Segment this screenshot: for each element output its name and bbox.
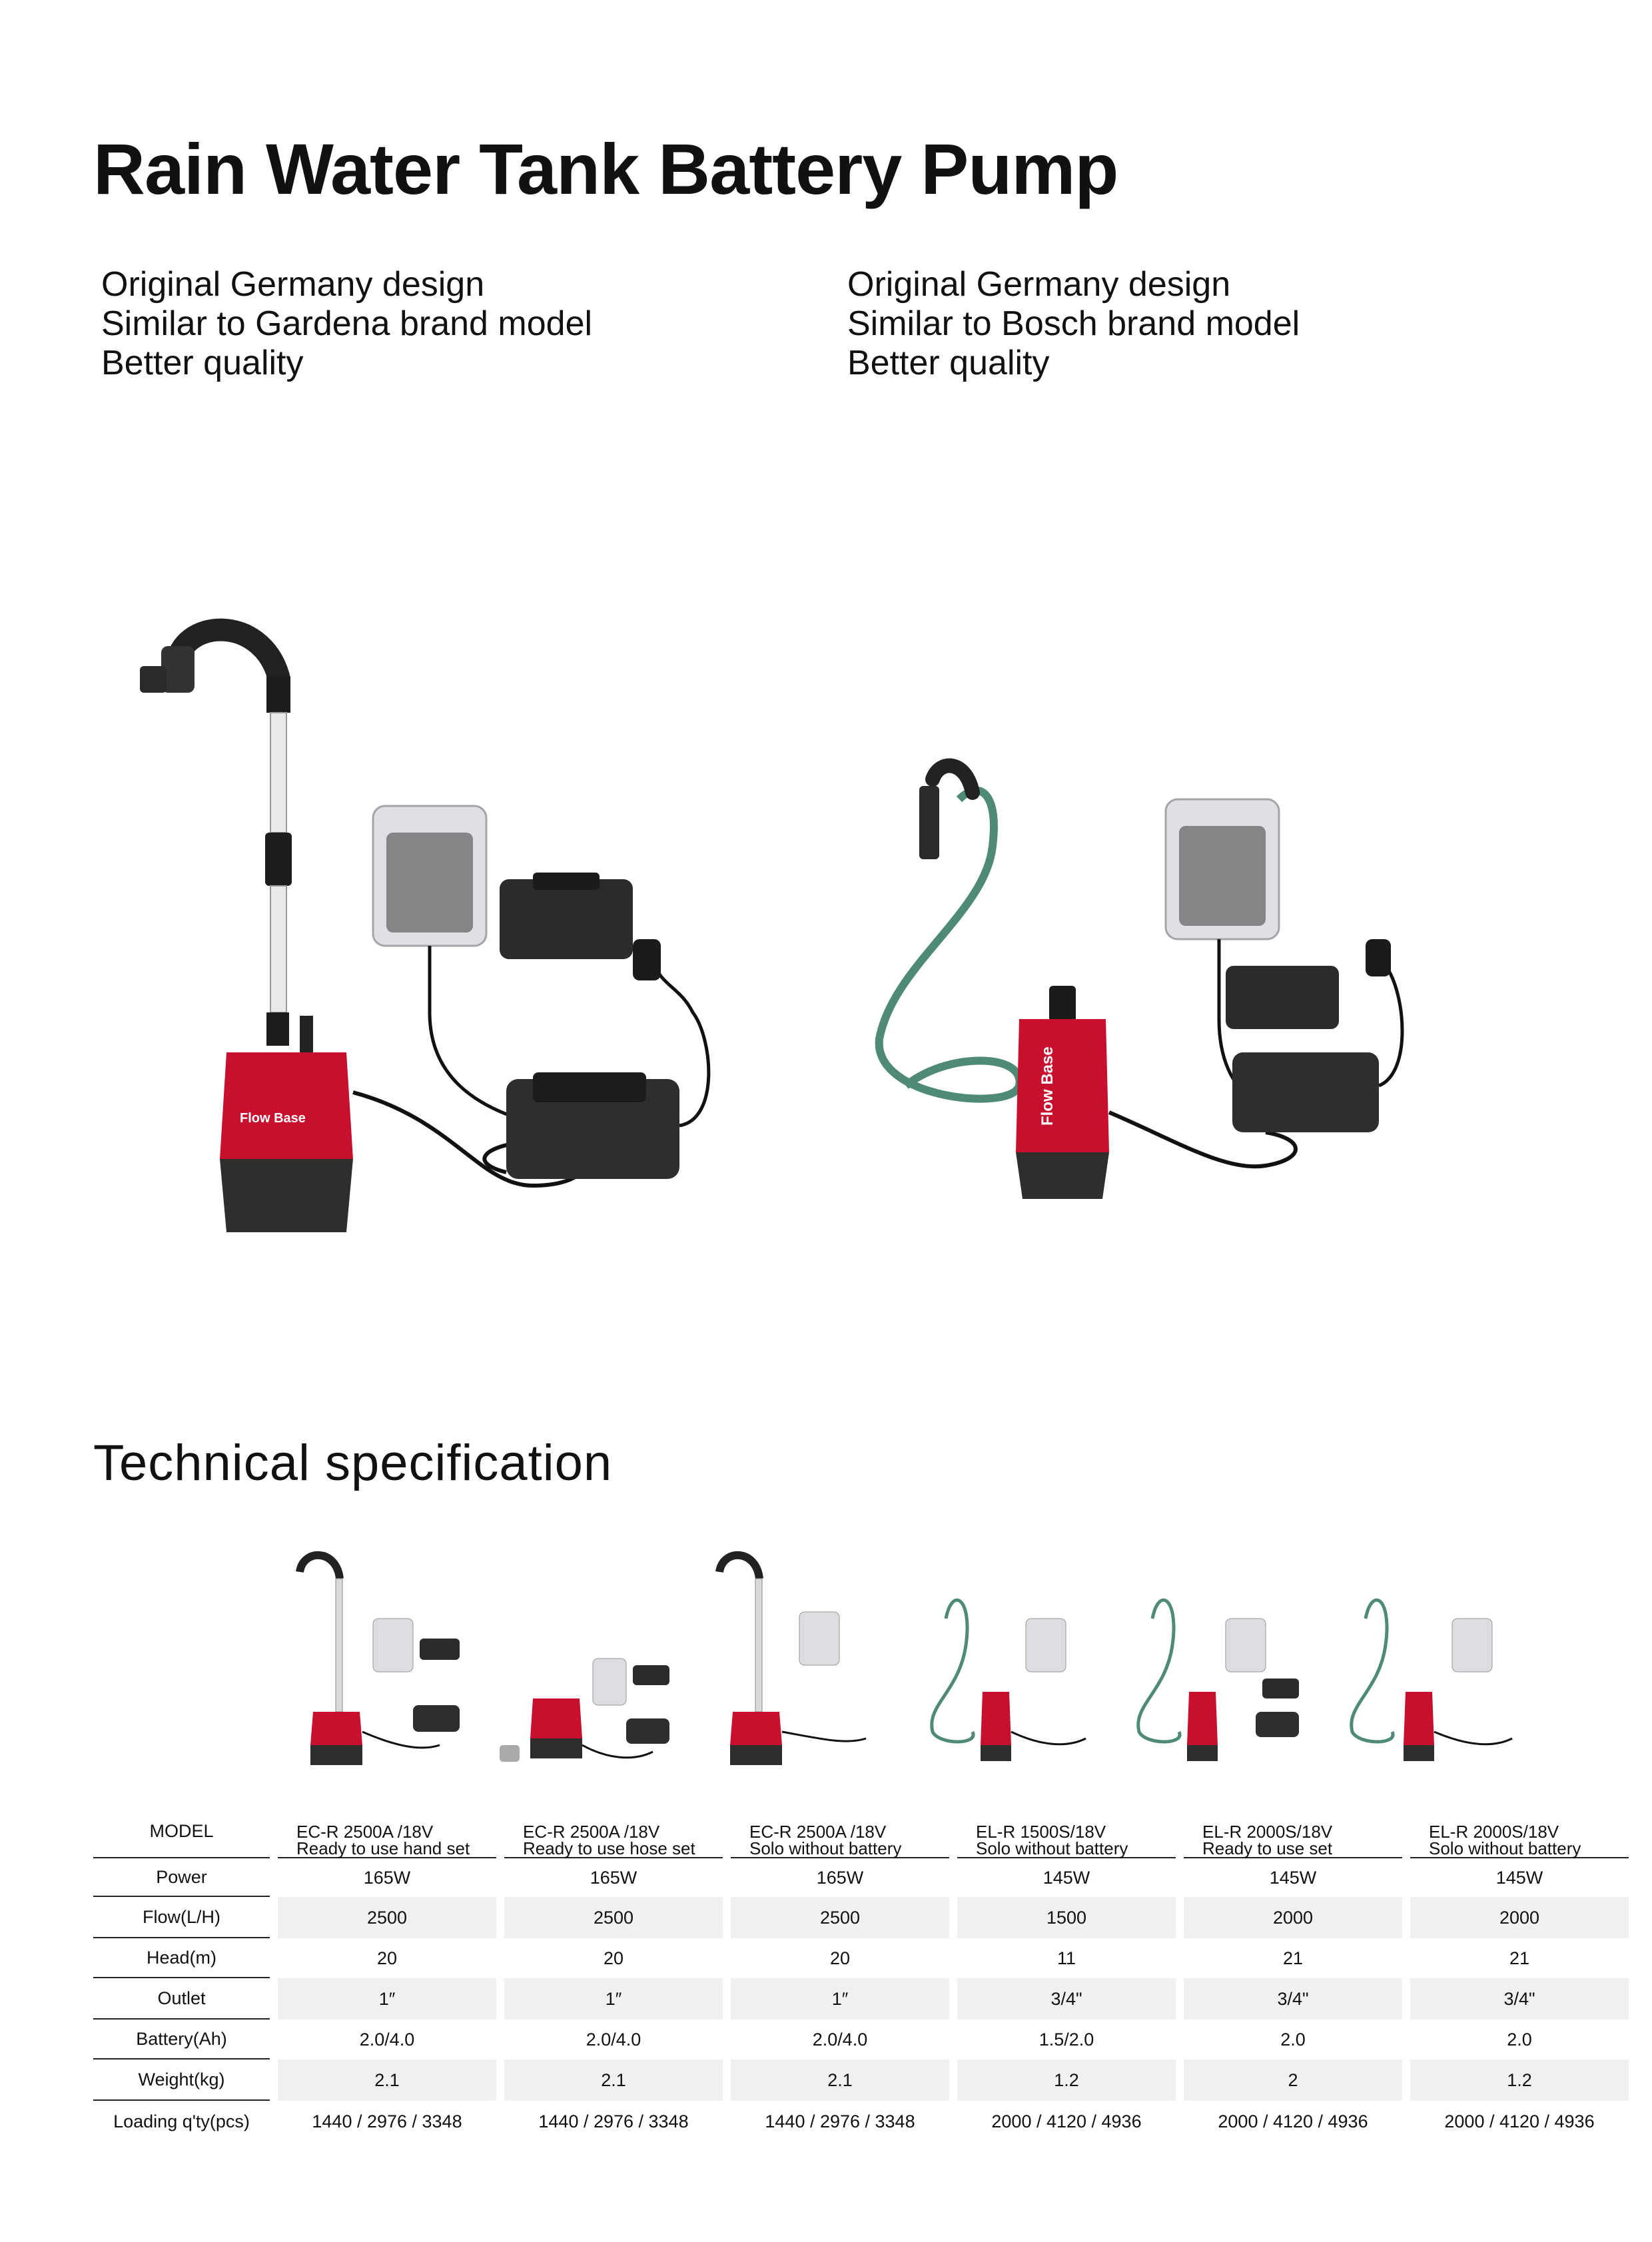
model-variant: Ready to use set: [1202, 1838, 1333, 1858]
pump-set-image-gardena: [107, 613, 773, 1252]
model-header-label: MODEL: [93, 1805, 270, 1858]
cell: 1500: [957, 1897, 1176, 1938]
model-thumbnail-5: [1126, 1545, 1319, 1772]
cell: 21: [1282, 1948, 1304, 1968]
brand-logo: Flow Base: [240, 1111, 306, 1126]
cell: 2.1: [731, 2059, 949, 2101]
row-label: Weight(kg): [93, 2059, 270, 2101]
cell: 2.1: [278, 2059, 496, 2101]
cell: 2500: [278, 1897, 496, 1938]
model-variant: Ready to use hand set: [296, 1838, 470, 1858]
model-name: EL-R 1500S/18V: [976, 1822, 1106, 1842]
spec-row-loading: [93, 2101, 1629, 2142]
cell: 11: [1056, 1948, 1076, 1968]
cell: 1440 / 2976 / 3348: [312, 2111, 462, 2131]
cell: 1440 / 2976 / 3348: [538, 2111, 689, 2131]
model-thumbnail-1: [273, 1545, 466, 1772]
model-thumbnail-3: [699, 1545, 893, 1772]
spec-row-weight: [93, 2059, 1629, 2101]
cell: 2000 / 4120 / 4936: [991, 2111, 1142, 2131]
spec-row-head: [93, 1938, 1629, 1978]
brand-logo: Flow Base: [1038, 1046, 1056, 1126]
model-variant: Solo without battery: [749, 1838, 902, 1858]
model-name: EC-R 2500A /18V: [296, 1822, 434, 1842]
description-gardena: [101, 265, 592, 383]
model-thumbnails: [273, 1545, 1559, 1772]
cell: 2000 / 4120 / 4936: [1444, 2111, 1595, 2131]
cell: 145W: [1269, 1867, 1317, 1888]
cell: 145W: [1042, 1867, 1090, 1888]
model-header: [504, 1805, 723, 1858]
model-name: EL-R 2000S/18V: [1202, 1822, 1333, 1842]
cell: 2000 / 4120 / 4936: [1218, 2111, 1368, 2131]
model-header: [1184, 1805, 1402, 1858]
cell: 1″: [504, 1978, 723, 2020]
spec-row-outlet: [93, 1978, 1629, 2020]
cell: 3/4": [1410, 1978, 1629, 2020]
description-line: Better quality: [101, 344, 304, 382]
cell: 145W: [1495, 1867, 1543, 1888]
cell: 2000: [1410, 1897, 1629, 1938]
model-thumbnail-2: [486, 1545, 679, 1772]
model-variant: Solo without battery: [1429, 1838, 1581, 1858]
cell: 20: [376, 1948, 398, 1968]
cell: 165W: [590, 1867, 637, 1888]
cell: 20: [829, 1948, 851, 1968]
cell: 2000: [1184, 1897, 1402, 1938]
cell: 2500: [731, 1897, 949, 1938]
cell: 165W: [816, 1867, 864, 1888]
row-label: Flow(L/H): [93, 1897, 270, 1938]
cell: 165W: [363, 1867, 411, 1888]
description-line: Original Germany design: [101, 265, 485, 304]
model-header: [278, 1805, 496, 1858]
description-bosch: [847, 265, 1300, 383]
cell: 1.2: [1410, 2059, 1629, 2101]
model-variant: Solo without battery: [976, 1838, 1128, 1858]
pump-set-image-bosch: [853, 739, 1452, 1246]
cell: 3/4": [957, 1978, 1176, 2020]
spec-row-flow: [93, 1897, 1629, 1938]
cell: 2.0/4.0: [812, 2029, 868, 2050]
cell: 21: [1509, 1948, 1530, 1968]
row-label: Battery(Ah): [93, 2020, 270, 2059]
model-thumbnail-6: [1339, 1545, 1532, 1772]
description-line: Better quality: [847, 344, 1050, 382]
model-variant: Ready to use hose set: [523, 1838, 695, 1858]
model-header: [1410, 1805, 1629, 1858]
cell: 2.1: [504, 2059, 723, 2101]
spec-row-battery: [93, 2020, 1629, 2059]
model-name: EL-R 2000S/18V: [1429, 1822, 1559, 1842]
row-label: Head(m): [93, 1938, 270, 1978]
description-line: Similar to Bosch brand model: [847, 304, 1300, 343]
model-name: EC-R 2500A /18V: [523, 1822, 660, 1842]
cell: 3/4": [1184, 1978, 1402, 2020]
cell: 20: [603, 1948, 624, 1968]
cell: 2500: [504, 1897, 723, 1938]
cell: 2.0/4.0: [586, 2029, 641, 2050]
row-label: Outlet: [93, 1978, 270, 2020]
cell: 2: [1184, 2059, 1402, 2101]
spec-row-power: [93, 1858, 1629, 1897]
model-header: [957, 1805, 1176, 1858]
model-name: EC-R 2500A /18V: [749, 1822, 887, 1842]
page-title: Rain Water Tank Battery Pump: [93, 129, 1118, 209]
description-line: Similar to Gardena brand model: [101, 304, 593, 343]
cell: 2.0: [1280, 2029, 1306, 2050]
row-label: Power: [93, 1858, 270, 1897]
cell: 1.2: [957, 2059, 1176, 2101]
spec-table: [93, 1805, 1629, 2142]
cell: 1.5/2.0: [1038, 2029, 1094, 2050]
section-title: Technical specification: [93, 1435, 613, 1491]
cell: 2.0: [1507, 2029, 1532, 2050]
model-header: [731, 1805, 949, 1858]
row-label: Loading q'ty(pcs): [113, 2111, 250, 2131]
cell: 2.0/4.0: [359, 2029, 415, 2050]
cell: 1″: [731, 1978, 949, 2020]
cell: 1440 / 2976 / 3348: [765, 2111, 915, 2131]
description-line: Original Germany design: [847, 265, 1231, 304]
model-thumbnail-4: [913, 1545, 1106, 1772]
cell: 1″: [278, 1978, 496, 2020]
